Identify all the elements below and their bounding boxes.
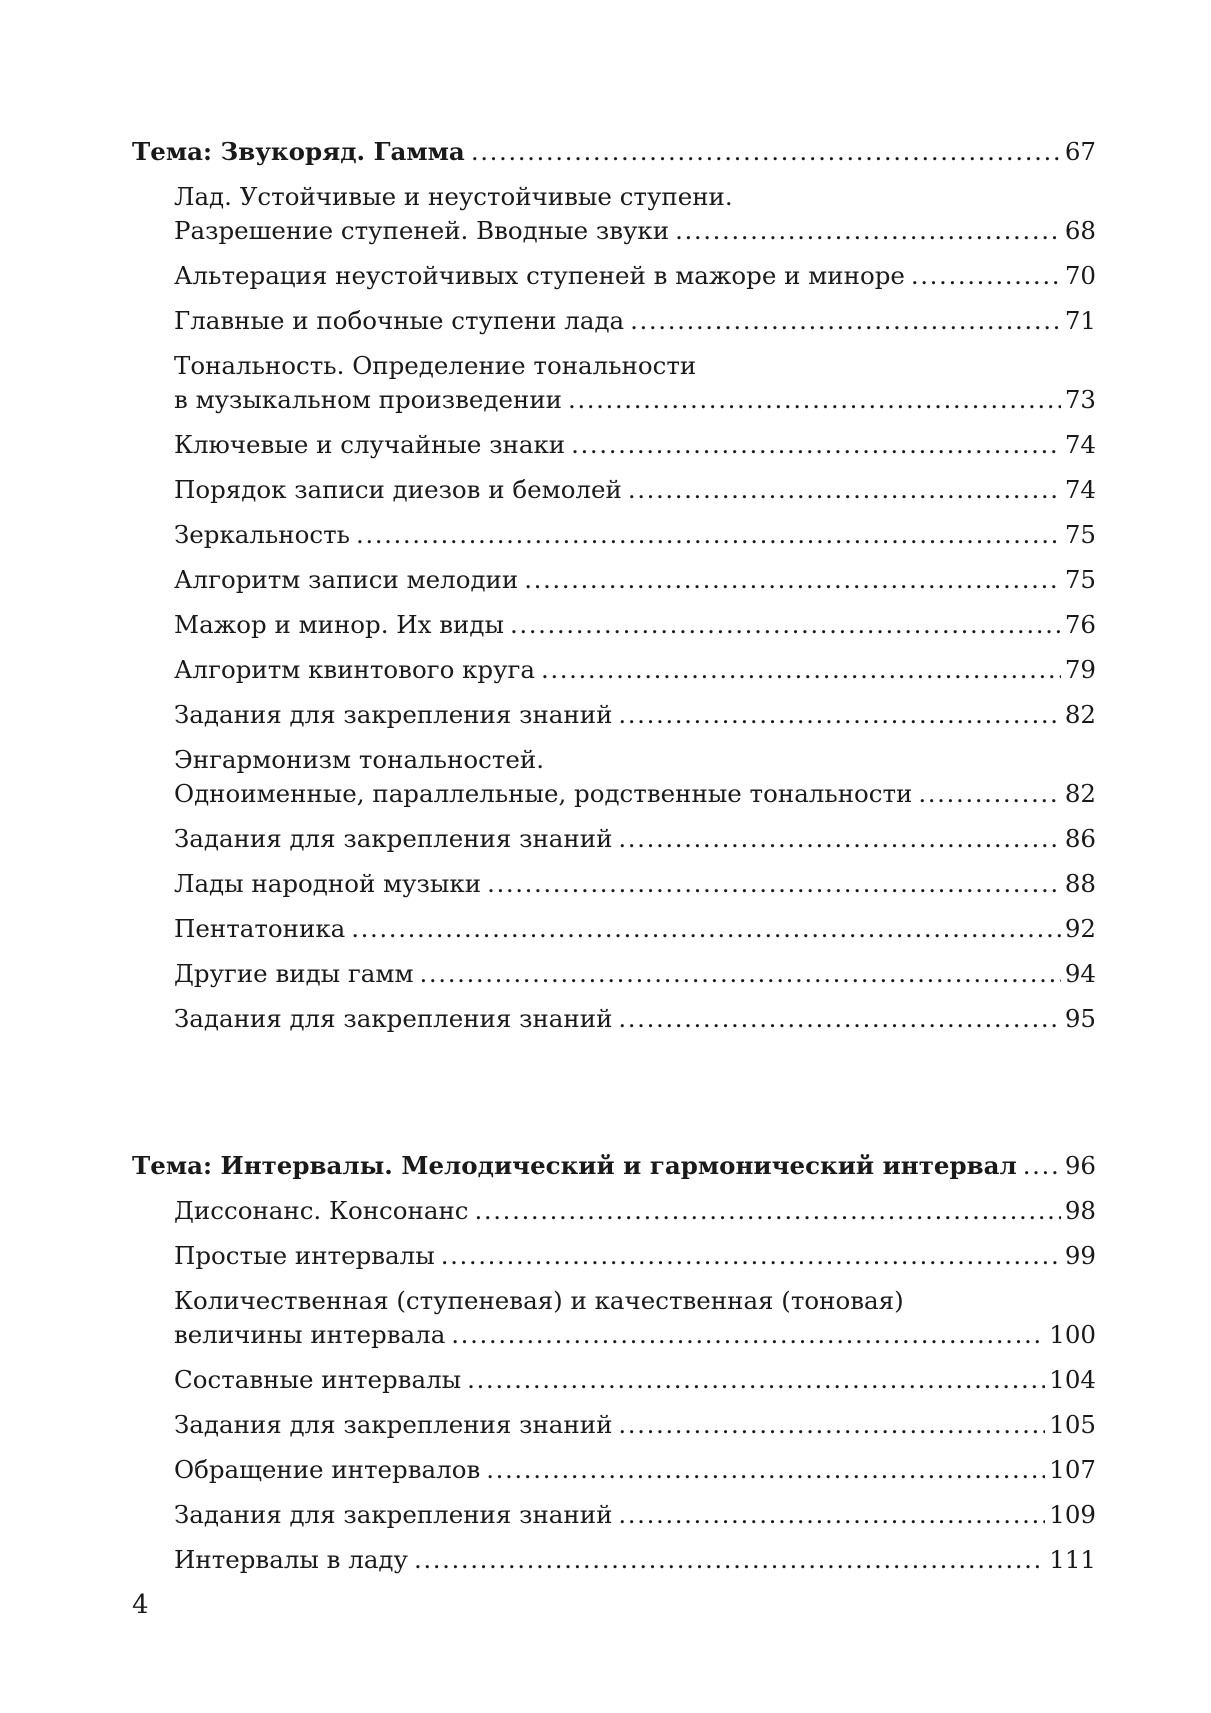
- toc-page-number: 74: [1064, 475, 1096, 504]
- toc-entry-title: Составные интервалы: [174, 1365, 462, 1394]
- toc-entry[interactable]: [132, 1363, 1096, 1408]
- toc-page-number: 71: [1064, 306, 1096, 335]
- toc-heading[interactable]: [132, 1149, 1096, 1194]
- dot-leader: [510, 608, 1061, 642]
- toc-entry-title: Задания для закрепления знаний: [174, 824, 613, 853]
- toc-page-number: 92: [1064, 914, 1096, 943]
- toc-entry[interactable]: [132, 259, 1096, 304]
- toc-entry[interactable]: [132, 867, 1096, 912]
- toc-entry-title: Простые интервалы: [174, 1241, 435, 1270]
- toc-page-number: 88: [1064, 869, 1096, 898]
- toc-entry[interactable]: [132, 957, 1096, 1002]
- toc-page-number: 111: [1049, 1545, 1096, 1574]
- toc-page-number: 79: [1064, 655, 1096, 684]
- toc-page-number: 75: [1064, 520, 1096, 549]
- toc-page-number: 94: [1064, 959, 1096, 988]
- dot-leader: [441, 1239, 1061, 1273]
- dot-leader: [628, 473, 1061, 507]
- toc-page-number: 105: [1049, 1410, 1096, 1439]
- dot-leader: [486, 1453, 1045, 1487]
- toc-entry-title: Альтерация неустойчивых ступеней в мажоре и миноре: [174, 261, 905, 290]
- dot-leader: [541, 653, 1061, 687]
- toc-entry-title: Задания для закрепления знаний: [174, 700, 613, 729]
- dot-leader: [414, 1543, 1045, 1577]
- toc-entry-title-line1: Количественная (ступеневая) и качественная (тоновая): [174, 1286, 904, 1315]
- dot-leader: [420, 957, 1061, 991]
- toc-page-number: 82: [1064, 779, 1096, 808]
- toc-entry[interactable]: [132, 1408, 1096, 1453]
- toc-page-number: 104: [1049, 1365, 1096, 1394]
- toc-heading-title: Тема: Звукоряд. Гамма: [132, 137, 465, 166]
- toc-page-number: 67: [1064, 137, 1096, 166]
- toc-entry[interactable]: [132, 1284, 1096, 1363]
- dot-leader: [1023, 1149, 1061, 1183]
- toc-section-intervals: [132, 1149, 1096, 1588]
- toc-entry-title: Интервалы в ладу: [174, 1545, 408, 1574]
- toc-entry-title: Алгоритм записи мелодии: [174, 565, 519, 594]
- toc-entry-title: Главные и побочные ступени лада: [174, 306, 625, 335]
- dot-leader: [918, 777, 1060, 811]
- toc-entry[interactable]: [132, 822, 1096, 867]
- toc-entry[interactable]: [132, 304, 1096, 349]
- toc-page-number: 76: [1064, 610, 1096, 639]
- dot-leader: [568, 383, 1061, 417]
- toc-page-number: 99: [1064, 1241, 1096, 1270]
- toc-entry[interactable]: [132, 180, 1096, 259]
- toc-entry-title: Задания для закрепления знаний: [174, 1410, 613, 1439]
- toc-heading[interactable]: [132, 135, 1096, 180]
- toc-entry[interactable]: [132, 912, 1096, 957]
- toc-entry[interactable]: [132, 1543, 1096, 1588]
- toc-page-number: 75: [1064, 565, 1096, 594]
- toc-entry[interactable]: [132, 1002, 1096, 1047]
- toc-entry[interactable]: [132, 1498, 1096, 1543]
- toc-entry-title: Задания для закрепления знаний: [174, 1004, 613, 1033]
- dot-leader: [451, 1318, 1045, 1352]
- dot-leader: [911, 259, 1061, 293]
- toc-section-scale: [132, 135, 1096, 1047]
- toc-page-number: 107: [1049, 1455, 1096, 1484]
- dot-leader: [351, 912, 1061, 946]
- toc-entry-title: Зеркальность: [174, 520, 350, 549]
- toc-page-number: 100: [1049, 1320, 1096, 1349]
- toc-heading-title: Тема: Интервалы. Мелодический и гармонический интервал: [132, 1151, 1017, 1180]
- toc-page-number: 82: [1064, 700, 1096, 729]
- toc-entry-title: Пентатоника: [174, 914, 346, 943]
- toc-entry[interactable]: [132, 653, 1096, 698]
- dot-leader: [618, 1408, 1045, 1442]
- dot-leader: [630, 304, 1061, 338]
- toc-entry-title: Лады народной музыки: [174, 869, 482, 898]
- toc-entry-title: Диссонанс. Консонанс: [174, 1196, 469, 1225]
- toc-entry-title: Порядок записи диезов и бемолей: [174, 475, 622, 504]
- toc-entry-title: Одноименные, параллельные, родственные тональности: [174, 779, 913, 808]
- toc-page-number: 68: [1064, 216, 1096, 245]
- dot-leader: [675, 214, 1061, 248]
- dot-leader: [471, 135, 1061, 169]
- toc-entry[interactable]: [132, 743, 1096, 822]
- dot-leader: [571, 428, 1061, 462]
- page-number: 4: [132, 1590, 149, 1620]
- toc-entry-title-line1: Энгармонизм тональностей.: [174, 745, 544, 774]
- toc-entry-title: величины интервала: [174, 1320, 446, 1349]
- toc-entry[interactable]: [132, 563, 1096, 608]
- dot-leader: [618, 698, 1060, 732]
- dot-leader: [618, 1498, 1045, 1532]
- dot-leader: [524, 563, 1061, 597]
- toc-entry[interactable]: [132, 608, 1096, 653]
- dot-leader: [467, 1363, 1045, 1397]
- toc-entry-title-line1: Тональность. Определение тональности: [174, 351, 697, 380]
- toc-page-number: 109: [1049, 1500, 1096, 1529]
- toc-entry-title: Другие виды гамм: [174, 959, 414, 988]
- dot-leader: [475, 1194, 1061, 1228]
- dot-leader: [618, 1002, 1060, 1036]
- toc-page-number: 70: [1064, 261, 1096, 290]
- toc-entry[interactable]: [132, 428, 1096, 473]
- dot-leader: [487, 867, 1061, 901]
- toc-entry-title: Задания для закрепления знаний: [174, 1500, 613, 1529]
- toc-entry[interactable]: [132, 1239, 1096, 1284]
- toc-entry-title: Ключевые и случайные знаки: [174, 430, 566, 459]
- toc-page-number: 86: [1064, 824, 1096, 853]
- toc-entry-title: Мажор и минор. Их виды: [174, 610, 504, 639]
- toc-entry-title-line1: Лад. Устойчивые и неустойчивые ступени.: [174, 182, 733, 211]
- toc-entry[interactable]: [132, 698, 1096, 743]
- toc-page-number: 98: [1064, 1196, 1096, 1225]
- toc-entry[interactable]: [132, 1453, 1096, 1498]
- toc-entry[interactable]: [132, 1194, 1096, 1239]
- dot-leader: [356, 518, 1061, 552]
- toc-entry-title: Обращение интервалов: [174, 1455, 481, 1484]
- toc-entry[interactable]: [132, 349, 1096, 428]
- toc-entry[interactable]: [132, 473, 1096, 518]
- toc-entry[interactable]: [132, 518, 1096, 563]
- toc-page-number: 96: [1064, 1151, 1096, 1180]
- toc-entry-title: Алгоритм квинтового круга: [174, 655, 535, 684]
- toc-page-number: 74: [1064, 430, 1096, 459]
- toc-entry-title: в музыкальном произведении: [174, 385, 562, 414]
- toc-page-number: 95: [1064, 1004, 1096, 1033]
- dot-leader: [618, 822, 1060, 856]
- toc-page-number: 73: [1064, 385, 1096, 414]
- toc-entry-title: Разрешение ступеней. Вводные звуки: [174, 216, 670, 245]
